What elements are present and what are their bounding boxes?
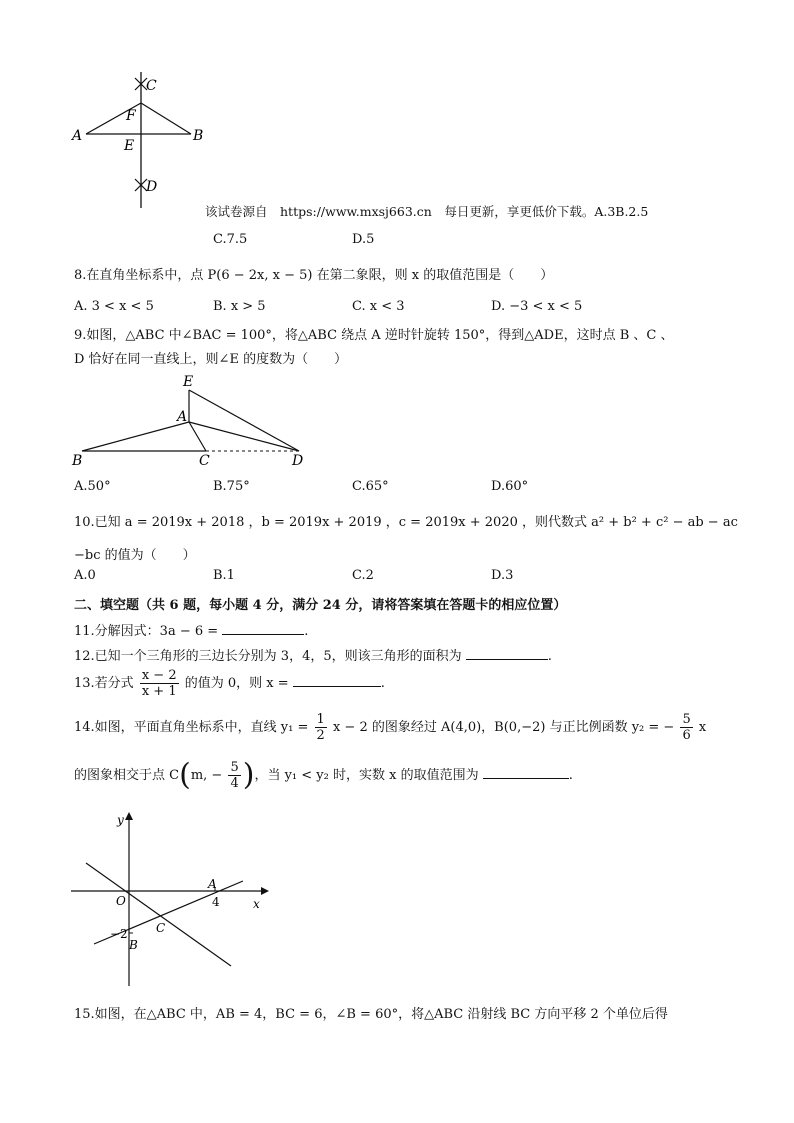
q14-close-paren: )	[242, 757, 255, 793]
q13-pre: 13.若分式	[74, 676, 134, 691]
q14-answer-blank[interactable]	[483, 766, 569, 779]
label-E: E	[124, 138, 135, 154]
q14-line2	[74, 757, 573, 793]
q13-fraction-numerator: x − 2	[141, 668, 177, 683]
q12-text: 12.已知一个三角形的三边长分别为 3，4，5，则该三角形的面积为	[74, 649, 462, 664]
q14-fraction-five-sixths-denominator: 6	[682, 728, 691, 743]
q12-end: .	[547, 649, 552, 664]
q10-option-c: C.2	[352, 568, 374, 583]
q9-option-c: C.65°	[352, 479, 389, 494]
q13-fraction	[140, 668, 179, 699]
label-B: B	[193, 128, 204, 144]
q11-text: 11.分解因式：3a − 6 =	[74, 624, 219, 639]
q9-stem-line1: 9.如图，△ABC 中∠BAC = 100°，将△ABC 绕点 A 逆时针旋转 150°，得到△ADE，这时点 B 、C 、	[74, 328, 674, 343]
q8-option-b: B. x > 5	[213, 299, 266, 314]
q14-fraction-five-fourths	[228, 760, 240, 791]
q14-mid: x − 2 的图象经过 A(4,0)，B(0,−2) 与正比例函数 y₂ = −	[332, 720, 675, 735]
label-C: C	[146, 78, 157, 94]
q14-fraction-five-fourths-numerator: 5	[230, 760, 239, 775]
q11-end: .	[304, 624, 309, 639]
q13-post: 的值为 0，则 x =	[184, 676, 289, 691]
q14-fraction-half	[315, 712, 327, 743]
q14-fraction-five-fourths-denominator: 4	[230, 776, 239, 791]
label-B: B	[129, 938, 138, 952]
label-D: D	[292, 453, 304, 469]
label-B: B	[72, 453, 83, 469]
q8-option-a: A. 3 < x < 5	[74, 299, 154, 314]
tick-label-4: 4	[212, 895, 220, 909]
label-A: A	[208, 877, 217, 891]
q14-fraction-five-sixths	[680, 712, 692, 743]
q14-line2-pre: 的图象相交于点 C	[74, 768, 180, 783]
q14-open-paren: (	[179, 757, 191, 793]
q8-stem: 8.在直角坐标系中，点 P(6 − 2x, x − 5) 在第二象限，则 x 的取值范围是（ ）	[74, 268, 554, 283]
label-A: A	[72, 128, 83, 144]
q14-fraction-half-denominator: 2	[316, 728, 325, 743]
q11-answer-blank[interactable]	[222, 622, 304, 635]
q14-line1	[74, 712, 706, 743]
q13	[74, 668, 385, 699]
q14-post: x	[698, 720, 707, 735]
ad-line: 该试卷源自 https://www.mxsj663.cn 每日更新，享更低价下载。A.3B.2.5	[205, 204, 649, 219]
label-E: E	[183, 374, 194, 390]
q13-fraction-denominator: x + 1	[141, 684, 177, 699]
figure-q14	[66, 808, 276, 988]
figure-q9	[66, 370, 316, 470]
label-C: C	[199, 453, 210, 469]
q8-option-d: D. −3 < x < 5	[491, 299, 583, 314]
q9-option-a: A.50°	[74, 479, 111, 494]
tick-label-neg2: −2	[110, 927, 128, 941]
q13-answer-blank[interactable]	[293, 674, 381, 687]
label-D: D	[146, 179, 158, 195]
q10-stem-line1: 10.已知 a = 2019x + 2018 ，b = 2019x + 2019 ，c = 2019x + 2020 ，则代数式 a² + b² + c² − ab − ac	[74, 515, 738, 530]
q10-option-b: B.1	[213, 568, 235, 583]
q13-end: .	[380, 676, 385, 691]
q14-pre: 14.如图，平面直角坐标系中，直线 y₁ =	[74, 720, 309, 735]
q14-fraction-half-numerator: 1	[316, 712, 325, 727]
label-O: O	[116, 894, 126, 908]
q7-option-c: C.7.5	[213, 232, 248, 247]
label-C: C	[156, 921, 166, 935]
axis-label-x: x	[253, 897, 260, 911]
q10-option-d: D.3	[491, 568, 514, 583]
q7-option-d: D.5	[352, 232, 375, 247]
q9-option-d: D.60°	[491, 479, 529, 494]
q14-fraction-five-sixths-numerator: 5	[682, 712, 691, 727]
axis-label-y: y	[117, 813, 124, 827]
label-A: A	[177, 409, 188, 425]
q10-stem-line2: −bc 的值为（ ）	[74, 548, 196, 563]
q12-answer-blank[interactable]	[466, 647, 548, 660]
q9-option-b: B.75°	[213, 479, 250, 494]
q12	[74, 645, 552, 664]
label-F: F	[126, 108, 136, 124]
q8-option-c: C. x < 3	[352, 299, 405, 314]
q14-end: .	[568, 768, 573, 783]
q10-option-a: A.0	[74, 568, 96, 583]
figure-q7	[60, 66, 204, 216]
q9-stem-line2: D 恰好在同一直线上，则∠E 的度数为（ ）	[74, 352, 348, 367]
q14-point-m: m, −	[190, 768, 223, 783]
q14-line2-post: ，当 y₁ < y₂ 时，实数 x 的取值范围为	[254, 768, 479, 783]
section-heading-fill-in: 二、填空题（共 6 题，每小题 4 分，满分 24 分，请将答案填在答题卡的相应位置）	[74, 598, 567, 613]
q15-stem: 15.如图，在△ABC 中，AB = 4，BC = 6，∠B = 60°，将△ABC 沿射线 BC 方向平移 2 个单位后得	[74, 1007, 668, 1022]
q11	[74, 620, 308, 639]
